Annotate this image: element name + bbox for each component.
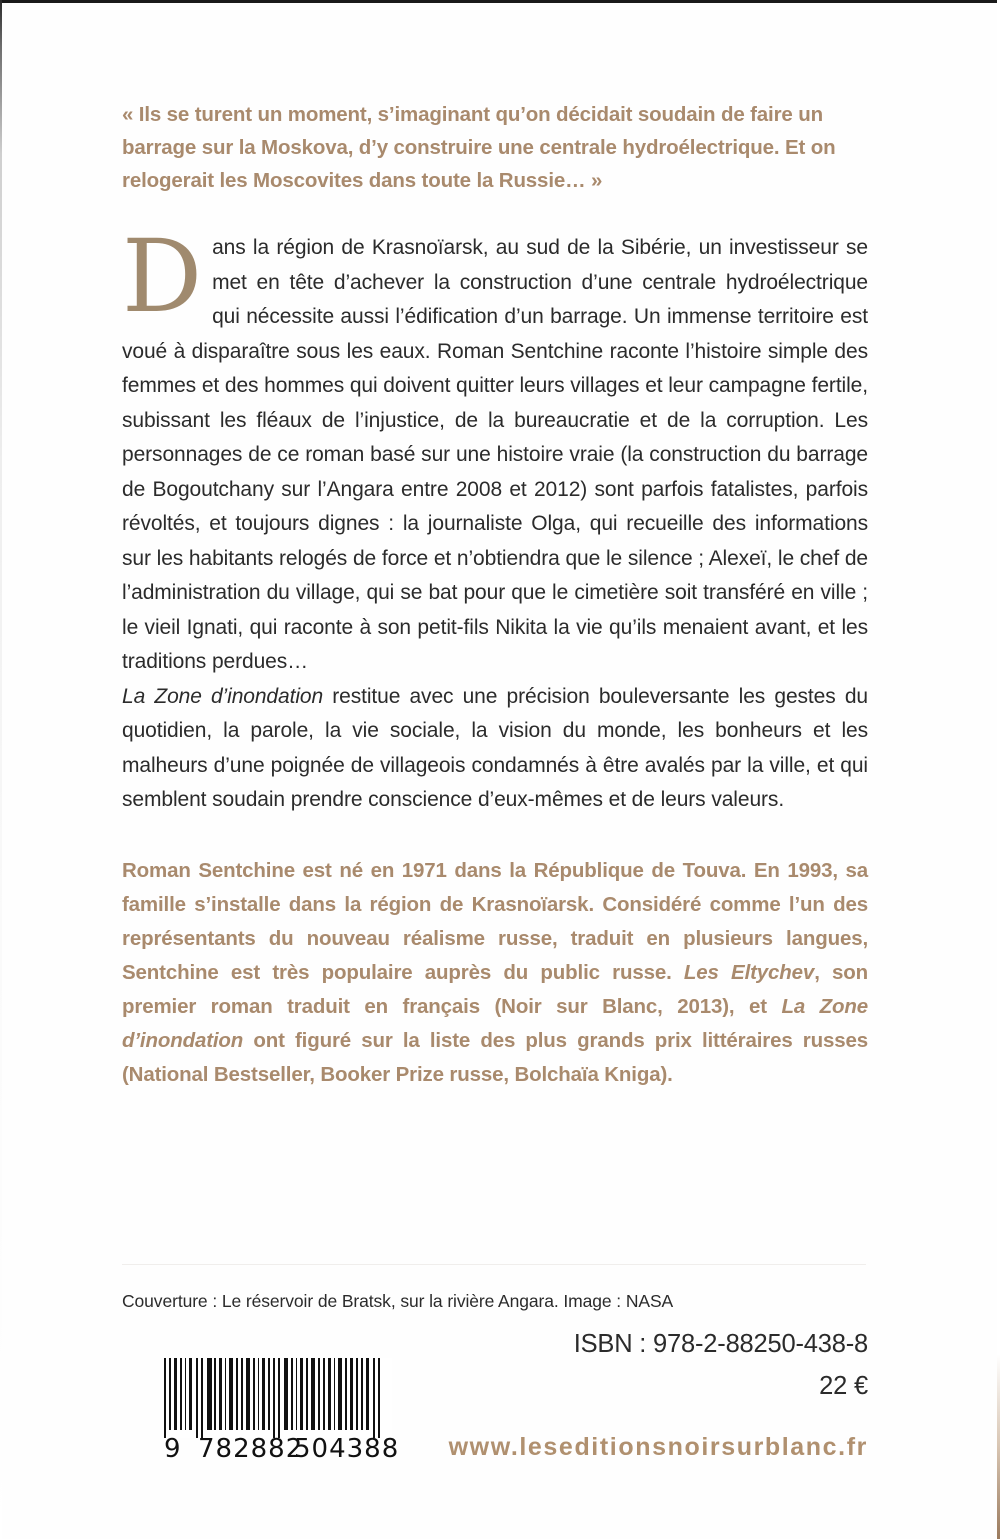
bio-text-part-2: , son premier roman traduit en français (Noir sur Blanc, 2013), et [122, 960, 868, 1018]
barcode-bars-graphic [160, 1358, 392, 1438]
scan-edge-left [0, 0, 2, 1539]
footer-block [0, 1330, 1000, 1530]
synopsis-text-part-2: restitue avec une précision bouleversante les gestes du quotidien, la parole, la vie sociale, la vision du monde, les bonheurs et les malheurs d’une poignée de villageois condamnés à être avalés par la ville, et qui semblent soudain prendre conscience d’eux-mêmes et de leurs valeurs. [122, 684, 868, 811]
bio-text-part-3: ont figuré sur la liste des plus grands prix littéraires russes (National Bestseller, Booker Prize russe, Bolchaïa Kniga). [122, 1028, 868, 1086]
synopsis-text-part-1: ans la région de Krasnoïarsk, au sud de la Sibérie, un investisseur se met en tête d’achever la construction d’une centrale hydroélectrique qui nécessite aussi l’édification d’un barrage. Un immense territoire est voué à disparaître sous les eaux. Roman Sentchine raconte l’histoire simple des femmes et des hommes qui doivent quitter leurs villages et leur campagne fertile, subissant les fléaux de l’injustice, de la bureaucratie et de la corruption. Les personnages de ce roman basé sur une histoire vraie (la construction du barrage de Bogoutchany sur l’Angara entre 2008 et 2012) sont parfois fatalistes, parfois révoltés, et toujours dignes : la journaliste Olga, qui recueille des informations sur les habitants relogés de force et n’obtiendra que le silence ; Alexeï, le chef de l’administration du village, qui se bat pour que le cimetière soit transféré en ville ; le vieil Ignati, qui raconte à son petit-fils Nikita la vie qu’ils menaient avant, et les traditions perdues… [122, 236, 868, 673]
bio-book-title-2: La Zone d’inondation [122, 994, 868, 1052]
publisher-website[interactable]: www.leseditionsnoirsurblanc.fr [448, 1433, 868, 1461]
synopsis-paragraph [122, 218, 868, 818]
cover-content [122, 0, 868, 1092]
bio-book-title-1: Les Eltychev [683, 960, 815, 984]
footer-divider-rule [122, 1264, 866, 1265]
author-bio [122, 854, 868, 1092]
barcode-right-group: 504388 [294, 1434, 400, 1464]
pull-quote: « Ils se turent un moment, s’imaginant qu’on décidait soudain de faire un barrage sur la Moskova, d’y construire une centrale hydroélectrique. Et on relogerait les Moscovites dans toute la Russie… » [122, 103, 836, 192]
synopsis-book-title: La Zone d’inondation [122, 684, 324, 708]
cover-image-credit: Couverture : Le réservoir de Bratsk, sur la rivière Angara. Image : NASA [122, 1291, 674, 1311]
isbn-text: ISBN : 978-2-88250-438-8 [573, 1330, 868, 1358]
barcode-left-group: 782882 [198, 1434, 304, 1464]
bio-text-part-1: Roman Sentchine est né en 1971 dans la République de Touva. En 1993, sa famille s’installe dans la région de Krasnoïarsk. Considéré comme l’un des représentants du nouveau réalisme russe, traduit en plusieurs langues, Sentchine est très populaire auprès du public russe. [122, 858, 868, 984]
barcode-lead-digit: 9 [164, 1434, 182, 1464]
drop-cap-letter: D [122, 218, 203, 335]
isbn-barcode [160, 1358, 400, 1464]
price-text: 22 € [819, 1372, 868, 1400]
